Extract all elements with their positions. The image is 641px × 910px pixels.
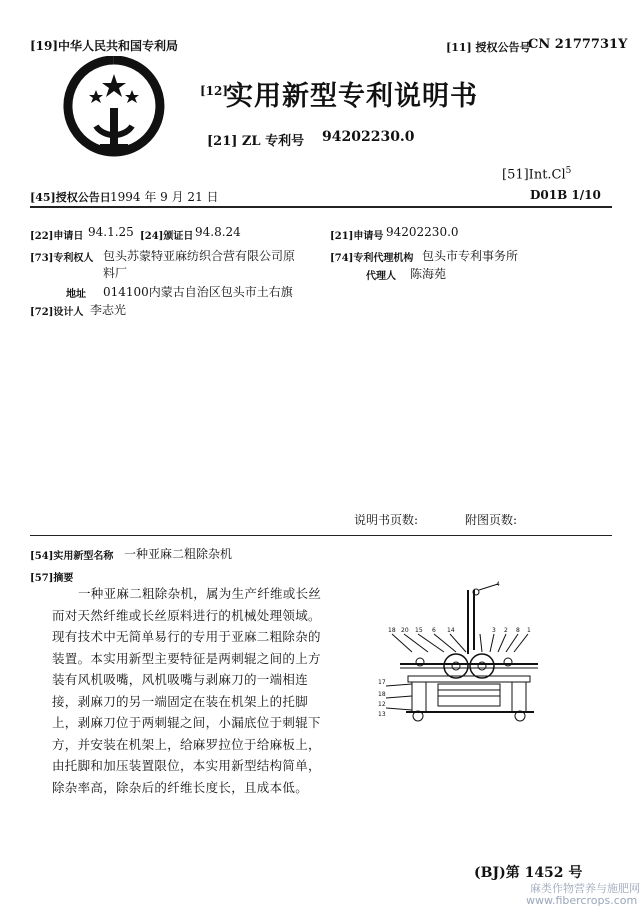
document-type-title: 实用新型专利说明书 [226,81,478,112]
patentee-label: [73]专利权人 [30,253,94,264]
abstract-label: [57]摘要 [30,573,74,584]
issuing-office: [19]中华人民共和国专利局 [30,39,179,53]
ipc-version: 5 [565,166,572,176]
agent-label: 代理人 [366,271,396,282]
patent-number: 94202230.0 [322,129,415,145]
label-3: 3 [492,627,496,634]
label-12: 12 [378,701,386,708]
biblio-divider [30,535,612,536]
address-label: 地址 [66,289,86,300]
utility-model-title: 一种亚麻二粗除杂机 [124,547,233,561]
patent-number-prefix: [21] ZL 专利号 [207,134,305,149]
national-emblem-icon [62,56,166,168]
label-18-left: 18 [378,691,386,698]
abstract-text: 一种亚麻二粗除杂机，属为生产纤维或长丝而对天然纤维或长丝原料进行的机械处理领域。现有技术中无简单易行的专用于亚麻二粗除杂的装置。本实用新型主要特征是两刺辊之间的上方装有风机吸嘴，风机吸嘴与剥麻刀的一端相连接，剥麻刀的另一端固定在装在机架上的托脚上，剥麻刀位于两刺辊之间，小漏底位于刺辊下方，并安装在机架上，给麻罗拉位于给麻板上，由托脚和加压装置限位，本实用新型结构简单，除杂率高，除杂后的纤维长度长，且成本低。 [52,586,322,795]
patentee-line-2: 料厂 [103,266,128,280]
grant-date: 1994 年 9 月 21 日 [110,190,219,204]
ipc-code: D01B 1/10 [530,188,601,202]
publication-number-label: [11] 授权公告号 [446,41,531,54]
watermark-line-2: www.fibercrops.com [526,894,638,907]
grant-date-label: [45]授权公告日 [30,191,111,204]
figure-pages-label: 附图页数: [465,513,518,527]
label-14: 14 [447,627,455,634]
label-6: 6 [432,627,436,634]
address: 014100内蒙古自治区包头市土右旗 [103,285,293,299]
label-2: 2 [504,627,508,634]
abstract-body [52,583,332,798]
label-4: 4 [496,581,500,588]
label-13: 13 [378,711,386,718]
publication-number: CN 2177731Y [528,37,628,52]
patent-agency-label: [74]专利代理机构 [330,253,414,264]
ipc-label [502,166,571,182]
designer-label: [72]设计人 [30,307,84,318]
document-code: [12] [200,84,229,98]
machine-drawing-figure [378,580,558,730]
certificate-date-label: [24]颁证日 [140,231,194,242]
ipc-label-text: [51]Int.Cl [502,167,566,183]
designer: 李志光 [90,303,127,317]
header-divider [30,206,612,208]
label-1: 1 [527,627,531,634]
application-number: 94202230.0 [386,225,459,239]
filing-date-label: [22]申请日 [30,231,84,242]
filing-date: 94.1.25 [88,225,134,239]
patentee-line-1: 包头苏蒙特亚麻纺织合营有限公司原 [103,249,296,263]
watermark-line-1: 麻类作物营养与施肥网 [530,882,640,895]
label-8: 8 [516,627,520,634]
description-pages-label: 说明书页数: [354,513,419,527]
label-18-top: 18 [388,627,396,634]
label-17: 17 [378,679,386,686]
footer-code: (BJ)第 1452 号 [474,865,583,881]
agent: 陈海苑 [410,267,447,281]
application-number-label: [21]申请号 [330,231,384,242]
utility-model-title-label: [54]实用新型名称 [30,551,114,562]
patent-agency: 包头市专利事务所 [422,249,519,263]
label-20: 20 [401,627,409,634]
certificate-date: 94.8.24 [195,225,241,239]
label-15: 15 [415,627,423,634]
